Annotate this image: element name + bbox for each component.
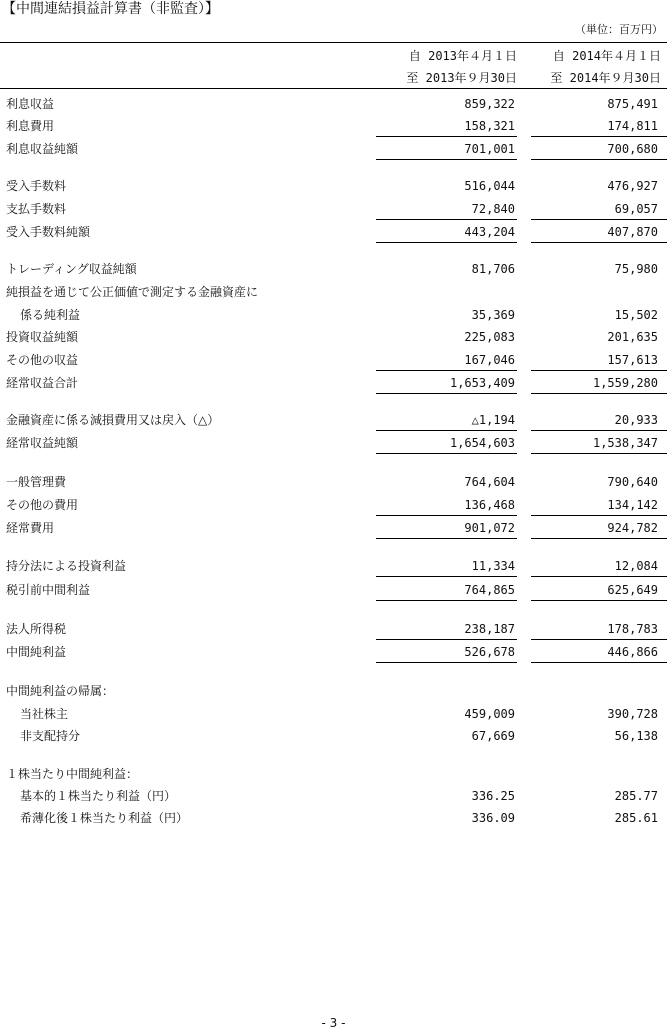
value-2014: 15,502 xyxy=(614,308,658,322)
row-label: 経常費用 xyxy=(6,521,55,535)
value-2014: 924,782 xyxy=(607,521,658,535)
subtotal-rule xyxy=(531,639,667,640)
value-2013: 443,204 xyxy=(464,225,515,239)
row-label: トレーディング収益純額 xyxy=(6,262,137,276)
row-label: 中間純利益の帰属： xyxy=(6,684,115,698)
value-2013: △1,194 xyxy=(471,413,515,427)
value-2014: 12,084 xyxy=(614,559,658,573)
subtotal-rule xyxy=(376,453,517,454)
table-row xyxy=(0,785,667,807)
subtotal-rule xyxy=(531,370,667,371)
row-label: 経常収益合計 xyxy=(6,376,79,390)
table-row xyxy=(0,471,667,493)
header-top-rule xyxy=(0,42,667,43)
subtotal-rule xyxy=(376,393,517,394)
subtotal-rule xyxy=(531,576,667,577)
value-2014: 75,980 xyxy=(614,262,658,276)
subtotal-rule xyxy=(531,219,667,220)
value-2014: 56,138 xyxy=(614,729,658,743)
row-label: 法人所得税 xyxy=(6,622,67,636)
value-2013: 336.09 xyxy=(471,811,515,825)
table-row xyxy=(0,494,667,516)
table-row xyxy=(0,372,667,394)
table-row xyxy=(0,93,667,115)
value-2014: 69,057 xyxy=(614,202,658,216)
row-label: 希薄化後１株当たり利益（円） xyxy=(20,811,189,825)
value-2014: 134,142 xyxy=(607,498,658,512)
value-2013: 764,604 xyxy=(464,475,515,489)
value-2013: 67,669 xyxy=(471,729,515,743)
col2-period-from: 自 2014年４月１日 xyxy=(552,49,661,63)
value-2013: 11,334 xyxy=(471,559,515,573)
value-2014: 285.61 xyxy=(614,811,658,825)
subtotal-rule xyxy=(376,159,517,160)
value-2013: 136,468 xyxy=(464,498,515,512)
subtotal-rule xyxy=(376,430,517,431)
table-row xyxy=(0,281,667,303)
row-label: 受入手数料 xyxy=(6,179,67,193)
unit-label: （単位：百万円） xyxy=(575,23,663,36)
table-row xyxy=(0,641,667,663)
value-2014: 875,491 xyxy=(607,97,658,111)
value-2013: 238,187 xyxy=(464,622,515,636)
subtotal-rule xyxy=(376,639,517,640)
row-label: 経常収益純額 xyxy=(6,436,79,450)
value-2013: 158,321 xyxy=(464,119,515,133)
table-row xyxy=(0,807,667,829)
row-label: 基本的１株当たり利益（円） xyxy=(20,789,177,803)
value-2014: 390,728 xyxy=(607,707,658,721)
value-2014: 285.77 xyxy=(614,789,658,803)
table-row xyxy=(0,555,667,577)
col1-period-to: 至 2013年９月30日 xyxy=(406,71,517,85)
row-label: 当社株主 xyxy=(20,707,69,721)
value-2013: 35,369 xyxy=(471,308,515,322)
subtotal-rule xyxy=(376,600,517,601)
value-2014: 1,538,347 xyxy=(592,436,658,450)
value-2013: 1,653,409 xyxy=(449,376,515,390)
value-2014: 178,783 xyxy=(607,622,658,636)
subtotal-rule xyxy=(531,136,667,137)
subtotal-rule xyxy=(531,515,667,516)
value-2013: 167,046 xyxy=(464,353,515,367)
value-2014: 790,640 xyxy=(607,475,658,489)
row-label: 一般管理費 xyxy=(6,475,67,489)
value-2014: 476,927 xyxy=(607,179,658,193)
value-2013: 701,001 xyxy=(464,142,515,156)
row-label: 利息収益 xyxy=(6,97,55,111)
value-2013: 764,865 xyxy=(464,583,515,597)
value-2014: 174,811 xyxy=(607,119,658,133)
subtotal-rule xyxy=(531,159,667,160)
value-2013: 859,322 xyxy=(464,97,515,111)
value-2014: 407,870 xyxy=(607,225,658,239)
subtotal-rule xyxy=(376,538,517,539)
table-row xyxy=(0,409,667,431)
subtotal-rule xyxy=(376,515,517,516)
value-2014: 446,866 xyxy=(607,645,658,659)
table-row xyxy=(0,349,667,371)
subtotal-rule xyxy=(376,242,517,243)
table-row xyxy=(0,432,667,454)
subtotal-rule xyxy=(376,136,517,137)
row-label: 利息費用 xyxy=(6,119,55,133)
table-row xyxy=(0,175,667,197)
subtotal-rule xyxy=(531,662,667,663)
subtotal-rule xyxy=(531,430,667,431)
row-label: 金融資産に係る減損費用又は戻入（△） xyxy=(6,413,220,427)
table-row xyxy=(0,138,667,160)
value-2014: 20,933 xyxy=(614,413,658,427)
subtotal-rule xyxy=(376,576,517,577)
value-2013: 225,083 xyxy=(464,330,515,344)
row-label: 税引前中間利益 xyxy=(6,583,91,597)
row-label: 純損益を通じて公正価値で測定する金融資産に xyxy=(6,285,259,299)
value-2013: 336.25 xyxy=(471,789,515,803)
subtotal-rule xyxy=(531,453,667,454)
value-2013: 526,678 xyxy=(464,645,515,659)
table-row xyxy=(0,680,667,702)
subtotal-rule xyxy=(531,393,667,394)
statement-title: 【中間連結損益計算書（非監査）】 xyxy=(2,1,219,17)
row-label: その他の収益 xyxy=(6,353,79,367)
row-label: 受入手数料純額 xyxy=(6,225,91,239)
row-label: 係る純利益 xyxy=(20,308,81,322)
row-label: １株当たり中間純利益： xyxy=(6,767,139,781)
table-row xyxy=(0,198,667,220)
table-row xyxy=(0,618,667,640)
page-number: - 3 - xyxy=(321,1016,346,1030)
table-row xyxy=(0,763,667,785)
subtotal-rule xyxy=(376,662,517,663)
table-row xyxy=(0,304,667,326)
row-label: 中間純利益 xyxy=(6,645,67,659)
header-bottom-rule xyxy=(0,88,667,89)
table-row xyxy=(0,579,667,601)
row-label: 支払手数料 xyxy=(6,202,67,216)
value-2013: 72,840 xyxy=(471,202,515,216)
table-row xyxy=(0,221,667,243)
subtotal-rule xyxy=(531,242,667,243)
row-label: 非支配持分 xyxy=(20,729,81,743)
value-2014: 625,649 xyxy=(607,583,658,597)
value-2013: 516,044 xyxy=(464,179,515,193)
value-2013: 459,009 xyxy=(464,707,515,721)
table-row xyxy=(0,326,667,348)
subtotal-rule xyxy=(531,538,667,539)
table-row xyxy=(0,258,667,280)
row-label: 投資収益純額 xyxy=(6,330,79,344)
col1-period-from: 自 2013年４月１日 xyxy=(408,49,517,63)
value-2013: 81,706 xyxy=(471,262,515,276)
value-2014: 1,559,280 xyxy=(592,376,658,390)
subtotal-rule xyxy=(376,219,517,220)
col2-period-to: 至 2014年９月30日 xyxy=(550,71,661,85)
value-2013: 1,654,603 xyxy=(449,436,515,450)
row-label: その他の費用 xyxy=(6,498,79,512)
table-row xyxy=(0,115,667,137)
row-label: 持分法による投資利益 xyxy=(6,559,127,573)
subtotal-rule xyxy=(376,370,517,371)
table-row xyxy=(0,725,667,747)
value-2013: 901,072 xyxy=(464,521,515,535)
row-label: 利息収益純額 xyxy=(6,142,79,156)
value-2014: 157,613 xyxy=(607,353,658,367)
value-2014: 700,680 xyxy=(607,142,658,156)
value-2014: 201,635 xyxy=(607,330,658,344)
table-row xyxy=(0,703,667,725)
subtotal-rule xyxy=(531,600,667,601)
table-row xyxy=(0,517,667,539)
